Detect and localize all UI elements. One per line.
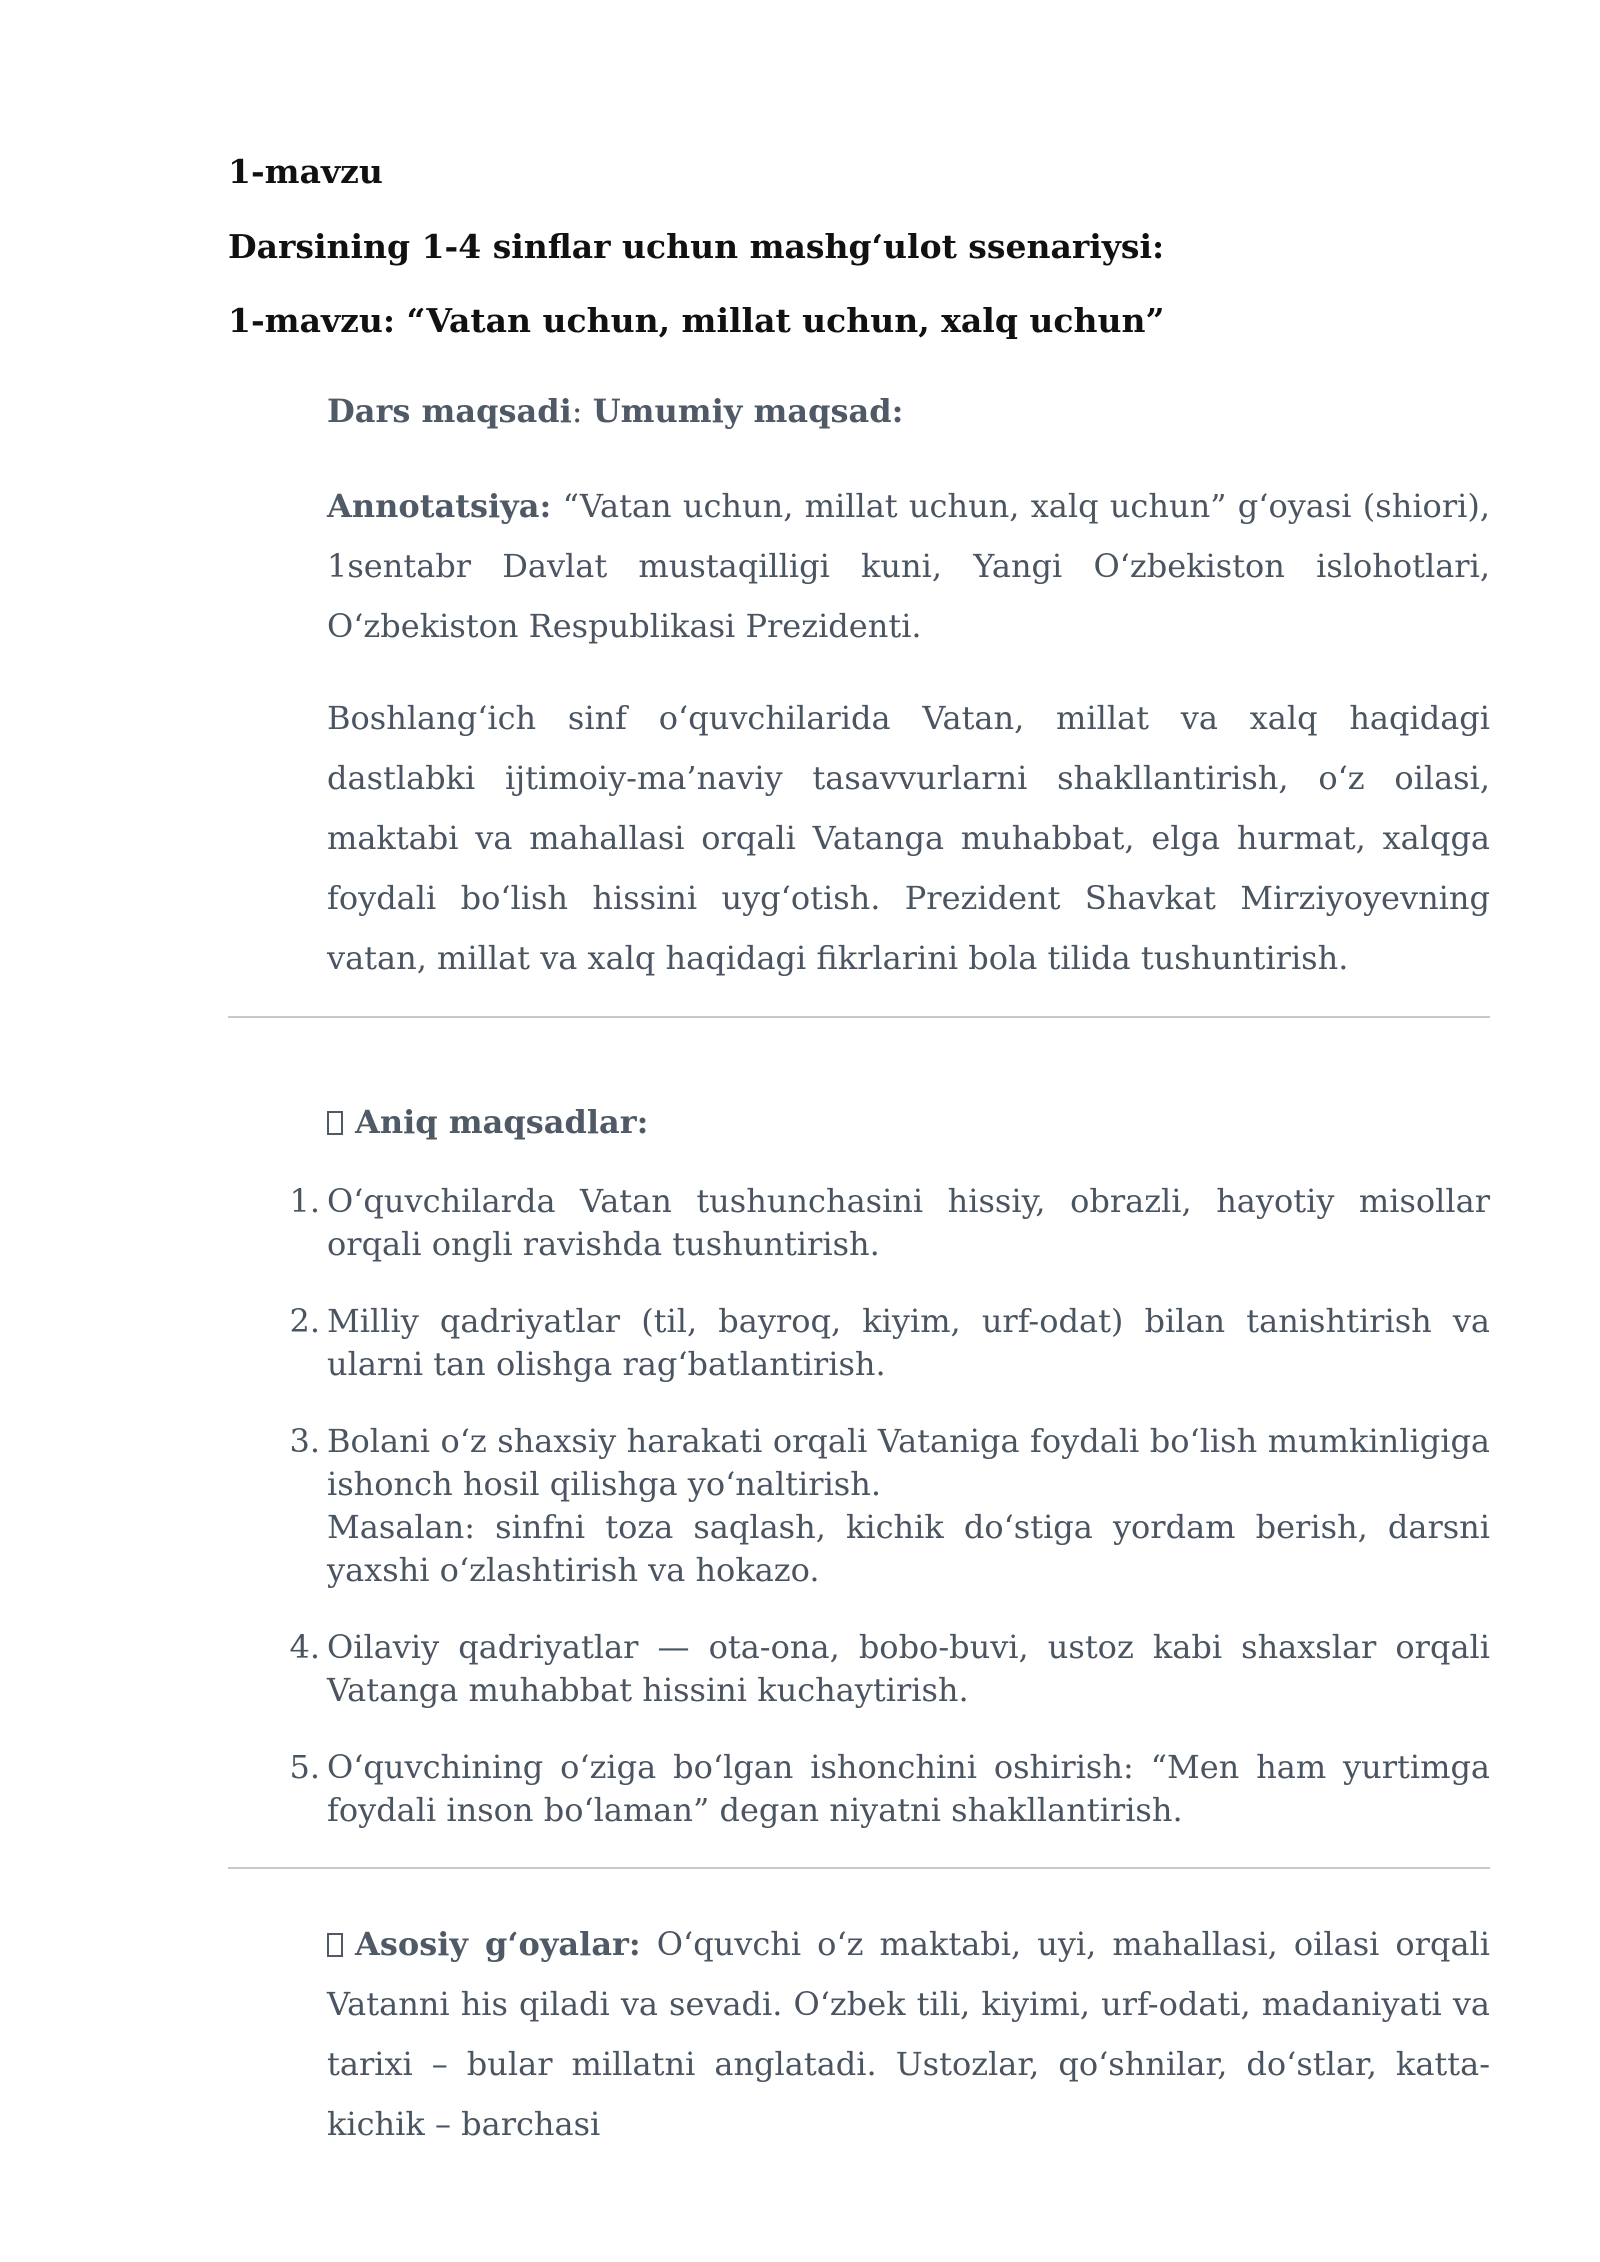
- main-ideas-paragraph: [327, 1914, 1490, 2154]
- objectives-heading-line: [327, 1103, 1490, 1141]
- topic-number: 1-mavzu: [228, 152, 383, 191]
- section-divider: [228, 1867, 1490, 1869]
- list-item: [289, 1300, 1490, 1386]
- list-item-number: 4.: [289, 1628, 320, 1666]
- annotation-text: “Vatan uchun, millat uchun, xalq uchun” g‘oyasi (shiori), 1sentabr Davlat mustaqilligi kuni, Yangi O‘zbekiston islohotlari, O‘zbekiston Respublikasi Prezidenti.: [327, 487, 1490, 645]
- list-item-text: O‘quvchining o‘ziga bo‘lgan ishonchini oshirish: “Men ham yurtimga foydali inson bo‘laman” degan niyatni shakllantirish.: [327, 1748, 1490, 1829]
- intro-paragraph: Boshlang‘ich sinf o‘quvchilarida Vatan, millat va xalq haqidagi dastlabki ijtimoiy-ma’naviy tasavvurlarni shakllantirish, o‘z oilasi, maktabi va mahallasi orqali Vatanga muhabbat, elga hurmat, xalqga foydali bo‘lish hissini uyg‘otish. Prezident Shavkat Mirziyoyevning vatan, millat va xalq haqidagi fikrlarini bola tilida tushuntirish.: [327, 699, 1490, 977]
- objectives-heading: Aniq maqsadlar:: [355, 1103, 649, 1141]
- list-item-number: 1.: [289, 1182, 320, 1220]
- list-item-number: 5.: [289, 1748, 320, 1786]
- list-item: [289, 1746, 1490, 1832]
- section-divider: [228, 1016, 1490, 1018]
- missing-glyph-icon: [327, 1933, 343, 1957]
- lesson-scenario-title: Darsining 1-4 sinflar uchun mashg‘ulot ssenariysi:: [228, 227, 1165, 266]
- annotation-paragraph: [327, 476, 1490, 656]
- lesson-goal-line: [327, 392, 1490, 430]
- missing-glyph-icon: [327, 1111, 343, 1135]
- lesson-goal-colon: :: [571, 392, 593, 430]
- list-item: [289, 1626, 1490, 1712]
- list-item-number: 2.: [289, 1302, 320, 1340]
- topic-title: 1-mavzu: “Vatan uchun, millat uchun, xalq uchun”: [228, 301, 1165, 340]
- main-ideas-heading: Asosiy g‘oyalar:: [355, 1925, 641, 1963]
- objectives-list: [289, 1180, 1490, 1866]
- list-item: [289, 1180, 1490, 1266]
- list-item-example: Masalan: sinfni toza saqlash, kichik do‘stiga yordam berish, darsni yaxshi o‘zlashtirish va hokazo.: [327, 1508, 1490, 1589]
- list-item-number: 3.: [289, 1422, 320, 1460]
- annotation-label: Annotatsiya:: [327, 487, 552, 525]
- lesson-goal-label: Dars maqsadi: [327, 392, 572, 430]
- lesson-goal-value: Umumiy maqsad:: [592, 392, 904, 430]
- list-item: [289, 1420, 1490, 1592]
- list-item-text: Bolani o‘z shaxsiy harakati orqali Vataniga foydali bo‘lish mumkinligiga ishonch hosil qilishga yo‘naltirish.: [327, 1422, 1490, 1503]
- list-item-text: O‘quvchilarda Vatan tushunchasini hissiy, obrazli, hayotiy misollar orqali ongli ravishda tushuntirish.: [327, 1182, 1490, 1263]
- list-item-text: Oilaviy qadriyatlar — ota-ona, bobo-buvi, ustoz kabi shaxslar orqali Vatanga muhabbat hissini kuchaytirish.: [327, 1628, 1490, 1709]
- main-ideas-text: O‘quvchi o‘z maktabi, uyi, mahallasi, oilasi orqali Vatanni his qiladi va sevadi. O‘zbek tili, kiyimi, urf-odati, madaniyati va tarixi – bular millatni anglatadi. Ustozlar, qo‘shnilar, do‘stlar, katta-kichik – barchasi: [327, 1925, 1491, 2143]
- list-item-text: Milliy qadriyatlar (til, bayroq, kiyim, urf-odat) bilan tanishtirish va ularni tan olishga rag‘batlantirish.: [327, 1302, 1490, 1383]
